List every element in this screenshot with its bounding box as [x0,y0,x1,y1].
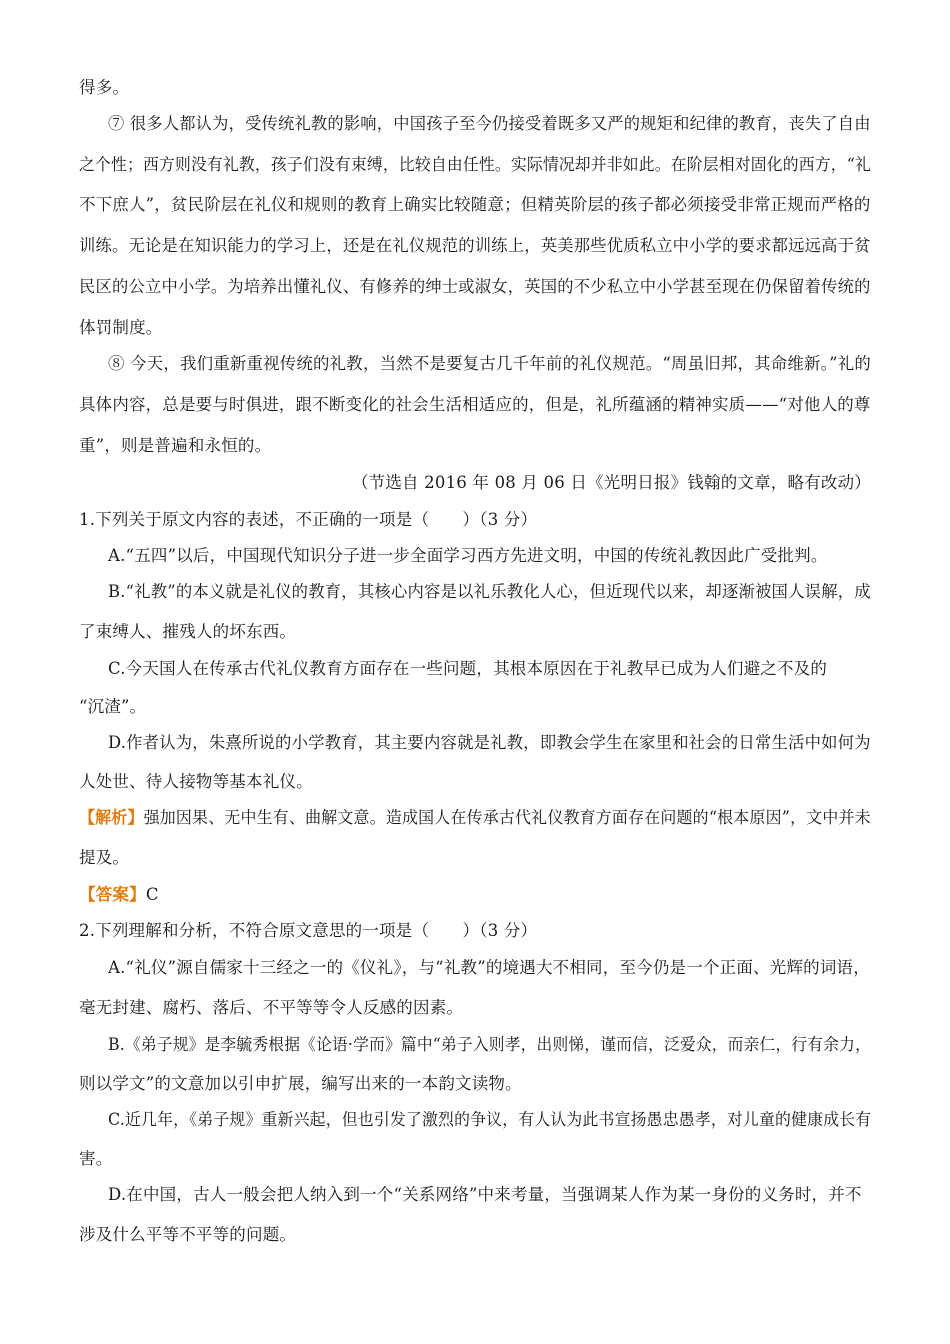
question-1-option-b-line-2: 了束缚人、摧残人的坏东西。 [79,622,297,641]
analysis-text: 强加因果、无中生有、曲解文意。造成国人在传承古代礼仪教育方面存在问题的“根本原因”，文中并未 [143,808,871,827]
question-1-option-a: A.“五四”以后，中国现代知识分子进一步全面学习西方先进文明，中国的传统礼教因此广受批判。 [108,546,828,565]
question-1-option-d-line-2: 人处世、待人接物等基本礼仪。 [79,772,313,791]
paragraph-8-line-3: 重”，则是普遍和永恒的。 [79,436,272,455]
question-2-option-a-line-2: 毫无封建、腐朽、落后、不平等等令人反感的因素。 [79,998,464,1017]
answer-value: C [145,885,159,904]
paragraph-8-line-2: 具体内容，总是要与时俱进，跟不断变化的社会生活相适应的，但是，礼所蕴涵的精神实质——“对他人的尊 [79,395,871,414]
paragraph-7-line-4: 训练。无论是在知识能力的学习上，还是在礼仪规范的训练上，英美那些优质私立中小学的要求都远远高于贫 [79,236,871,255]
paragraph-7-line-5: 民区的公立中小学。为培养出懂礼仪、有修养的绅士或淑女，英国的不少私立中小学甚至现在仍保留着传统的 [79,277,871,296]
question-2-option-d-line-1: D.在中国，古人一般会把人纳入到一个“关系网络”中来考量，当强调某人作为某一身份的义务时，并不 [108,1185,862,1204]
question-2-option-c-line-1: C.近几年，《弟子规》重新兴起，但也引发了激烈的争议，有人认为此书宣扬愚忠愚孝，对儿童的健康成长有 [108,1110,872,1129]
question-1-option-b-line-1: B.“礼教”的本义就是礼仪的教育，其核心内容是以礼乐教化人心，但近现代以来，却逐渐被国人误解，成 [108,582,871,601]
question-1-option-d-line-1: D.作者认为，朱熹所说的小学教育，其主要内容就是礼教，即教会学生在家里和社会的日常生活中如何为 [108,733,871,752]
question-2-option-b-line-1: B.《弟子规》是李毓秀根据《论语·学而》篇中“弟子入则孝，出则悌，谨而信，泛爱众，而亲仁，行有余力， [108,1035,872,1054]
paragraph-6-tail: 得多。 [79,78,130,97]
paragraph-7-line-2: 之个性；西方则没有礼教，孩子们没有束缚，比较自由任性。实际情况却并非如此。在阶层相对固化的西方，“礼 [79,155,871,174]
question-1-analysis [79,808,871,828]
analysis-label: 【解析】 [79,808,144,827]
question-1-answer [79,885,159,905]
question-1-option-c-line-2: “沉渣”。 [79,697,147,716]
question-2-option-a-line-1: A.“礼仪”源自儒家十三经之一的《仪礼》，与“礼教”的境遇大不相同，至今仍是一个正面、光辉的词语， [108,958,870,977]
question-2-option-c-line-2: 害。 [79,1149,113,1168]
paragraph-7-line-6: 体罚制度。 [79,318,163,337]
question-1-option-c-line-1: C.今天国人在传承古代礼仪教育方面存在一些问题，其根本原因在于礼教早已成为人们避之不及的 [108,659,828,678]
paragraph-8-line-1: ⑧ 今天，我们重新重视传统的礼教，当然不是要复古几千年前的礼仪规范。“周虽旧邦，其命维新。”礼的 [108,354,871,373]
question-2-option-d-line-2: 涉及什么平等不平等的问题。 [79,1225,297,1244]
question-2-stem: 2.下列理解和分析，不符合原文意思的一项是（ ）（3 分） [79,921,538,940]
answer-label: 【答案】 [79,885,146,904]
paragraph-7-line-3: 不下庶人”，贫民阶层在礼仪和规则的教育上确实比较随意；但精英阶层的孩子都必须接受非常正规而严格的 [79,195,871,214]
question-1-stem: 1.下列关于原文内容的表述，不正确的一项是（ ）（3 分） [79,510,538,529]
question-2-option-b-line-2: 则以学文”的文意加以引申扩展，编写出来的一本韵文读物。 [79,1074,522,1093]
source-citation: （节选自 2016 年 08 月 06 日《光明日报》钱翰的文章，略有改动） [351,473,871,492]
question-1-analysis-line-2: 提及。 [79,848,130,867]
paragraph-7-line-1: ⑦ 很多人都认为，受传统礼教的影响，中国孩子至今仍接受着既多又严的规矩和纪律的教育，丧失了自由 [108,114,871,133]
